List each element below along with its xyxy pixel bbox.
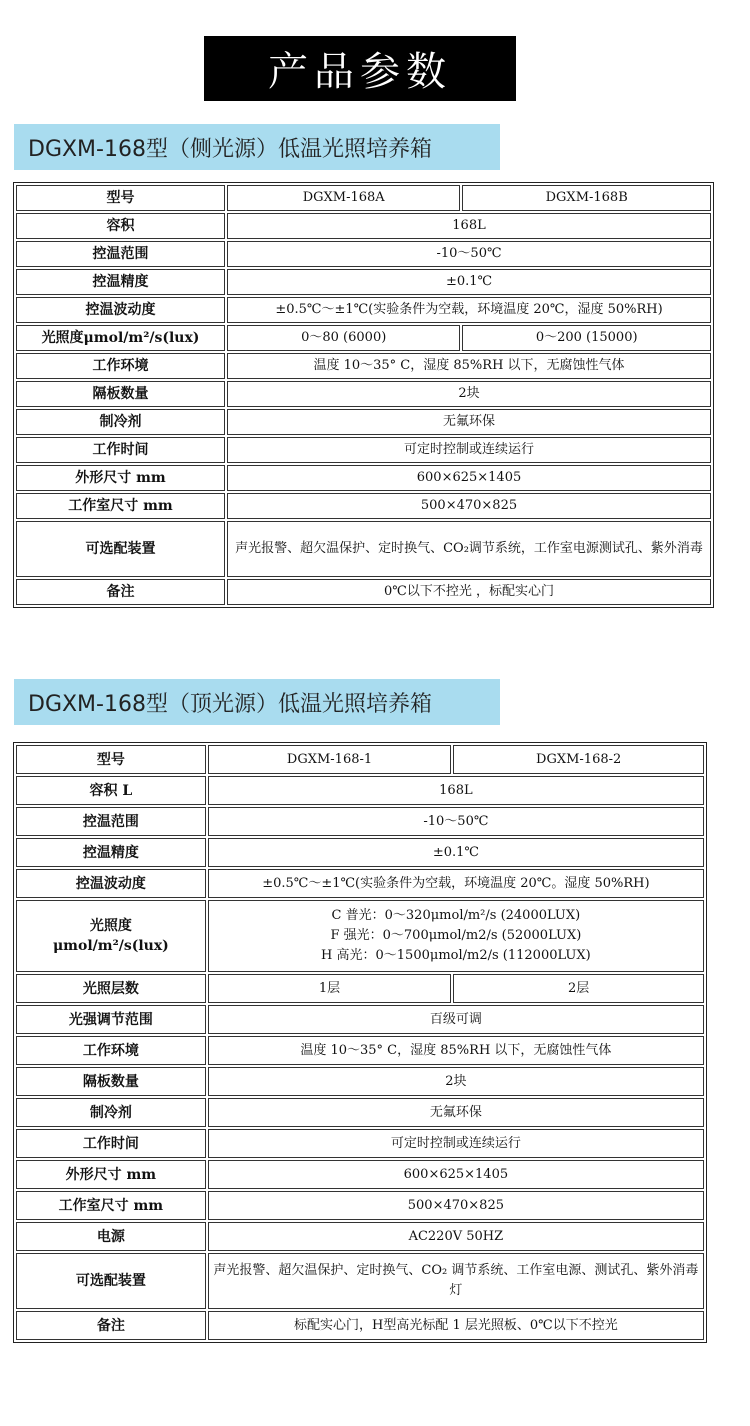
table-row [16,465,711,491]
spec-label: 工作时间 [16,1129,206,1158]
table-row [16,869,704,898]
spec-label: 工作时间 [16,437,225,463]
spec-table-top-light [13,742,707,1343]
spec-label: 备注 [16,1311,206,1340]
table-row [16,838,704,867]
table-row [16,493,711,519]
table-row [16,776,704,805]
spec-value: DGXM-168A [227,185,460,211]
spec-label: 可选配装置 [16,1253,206,1309]
table-row [16,1067,704,1096]
spec-value-line: F 强光：0～700μmol/m2/s (52000LUX) [330,928,582,943]
spec-label: 光照层数 [16,974,206,1003]
spec-label: 型号 [16,185,225,211]
table-row [16,1222,704,1251]
spec-label: 控温精度 [16,838,206,867]
spec-label-line: 光照度 [89,918,132,934]
spec-value: DGXM-168-1 [208,745,452,774]
spec-label: 可选配装置 [16,521,225,577]
table-row [16,409,711,435]
table-row [16,745,704,774]
spec-value: 可定时控制或连续运行 [208,1129,704,1158]
spec-label: 工作室尺寸 mm [16,1191,206,1220]
spec-value: 声光报警、超欠温保护、定时换气、CO₂调节系统，工作室电源测试孔、紫外消毒 [227,521,711,577]
spec-label: 光照度μmol/m²/s(lux) [16,325,225,351]
spec-label: 控温精度 [16,269,225,295]
spec-label: 控温范围 [16,807,206,836]
spec-value: 无氟环保 [227,409,711,435]
spec-value-line: C 普光：0～320μmol/m²/s (24000LUX) [331,908,581,923]
table-row [16,185,711,211]
spec-label [16,900,206,972]
spec-label: 控温范围 [16,241,225,267]
spec-value-line: H 高光：0～1500μmol/m2/s (112000LUX) [321,948,591,963]
table-row [16,579,711,605]
table-row [16,1253,704,1309]
table-row [16,325,711,351]
spec-table-side-light [13,182,714,608]
spec-label: 电源 [16,1222,206,1251]
spec-value [208,900,704,972]
spec-label: 制冷剂 [16,409,225,435]
table-row [16,521,711,577]
section-title-side-light: DGXM-168型（侧光源）低温光照培养箱 [14,124,500,170]
spec-label: 隔板数量 [16,1067,206,1096]
spec-value: 温度 10～35° C，湿度 85%RH 以下，无腐蚀性气体 [208,1036,704,1065]
table-row [16,353,711,379]
table-row [16,437,711,463]
spec-label: 外形尺寸 mm [16,1160,206,1189]
spec-value: 168L [208,776,704,805]
spec-value: AC220V 50HZ [208,1222,704,1251]
spec-value: 标配实心门，H型高光标配 1 层光照板、0℃以下不控光 [208,1311,704,1340]
spec-value: 500×470×825 [208,1191,704,1220]
spec-label: 控温波动度 [16,869,206,898]
spec-value: ±0.5℃～±1℃(实验条件为空载，环境温度 20℃，湿度 50%RH) [227,297,711,323]
spec-label: 隔板数量 [16,381,225,407]
spec-value: 168L [227,213,711,239]
spec-label: 容积 [16,213,225,239]
table-row [16,241,711,267]
spec-value: 1层 [208,974,452,1003]
spec-label: 外形尺寸 mm [16,465,225,491]
table-row [16,1129,704,1158]
spec-value: 百级可调 [208,1005,704,1034]
spec-value: 600×625×1405 [208,1160,704,1189]
spec-value: -10～50℃ [208,807,704,836]
spec-label: 备注 [16,579,225,605]
spec-label-line: μmol/m²/s(lux) [52,938,169,954]
spec-label: 容积 L [16,776,206,805]
spec-value: ±0.1℃ [208,838,704,867]
spec-value: 温度 10～35° C，湿度 85%RH 以下，无腐蚀性气体 [227,353,711,379]
spec-value: 声光报警、超欠温保护、定时换气、CO₂ 调节系统、工作室电源、测试孔、紫外消毒灯 [208,1253,704,1309]
spec-value: -10～50℃ [227,241,711,267]
table-row [16,297,711,323]
table-row [16,900,704,972]
spec-value: ±0.5℃～±1℃(实验条件为空载，环境温度 20℃。湿度 50%RH) [208,869,704,898]
table-row [16,1036,704,1065]
spec-value: ±0.1℃ [227,269,711,295]
table-row [16,1191,704,1220]
table-row [16,1160,704,1189]
spec-value: 500×470×825 [227,493,711,519]
table-row [16,1311,704,1340]
spec-value: DGXM-168B [462,185,711,211]
spec-label: 控温波动度 [16,297,225,323]
spec-value: DGXM-168-2 [453,745,704,774]
spec-value: 2块 [208,1067,704,1096]
spec-value: 2块 [227,381,711,407]
table-row [16,381,711,407]
table-row [16,1005,704,1034]
table-row [16,1098,704,1127]
spec-label: 工作环境 [16,353,225,379]
table-row [16,807,704,836]
spec-value: 可定时控制或连续运行 [227,437,711,463]
spec-value: 0～200 (15000) [462,325,711,351]
spec-value: 无氟环保 [208,1098,704,1127]
spec-label: 工作环境 [16,1036,206,1065]
spec-label: 工作室尺寸 mm [16,493,225,519]
spec-value: 2层 [453,974,704,1003]
spec-label: 光强调节范围 [16,1005,206,1034]
table-row [16,213,711,239]
page-banner-title: 产品参数 [204,36,516,101]
spec-value: 600×625×1405 [227,465,711,491]
spec-label: 型号 [16,745,206,774]
section-title-top-light: DGXM-168型（顶光源）低温光照培养箱 [14,679,500,725]
spec-value: 0℃以下不控光 ，标配实心门 [227,579,711,605]
table-row [16,269,711,295]
spec-value: 0～80 (6000) [227,325,460,351]
spec-label: 制冷剂 [16,1098,206,1127]
table-row [16,974,704,1003]
